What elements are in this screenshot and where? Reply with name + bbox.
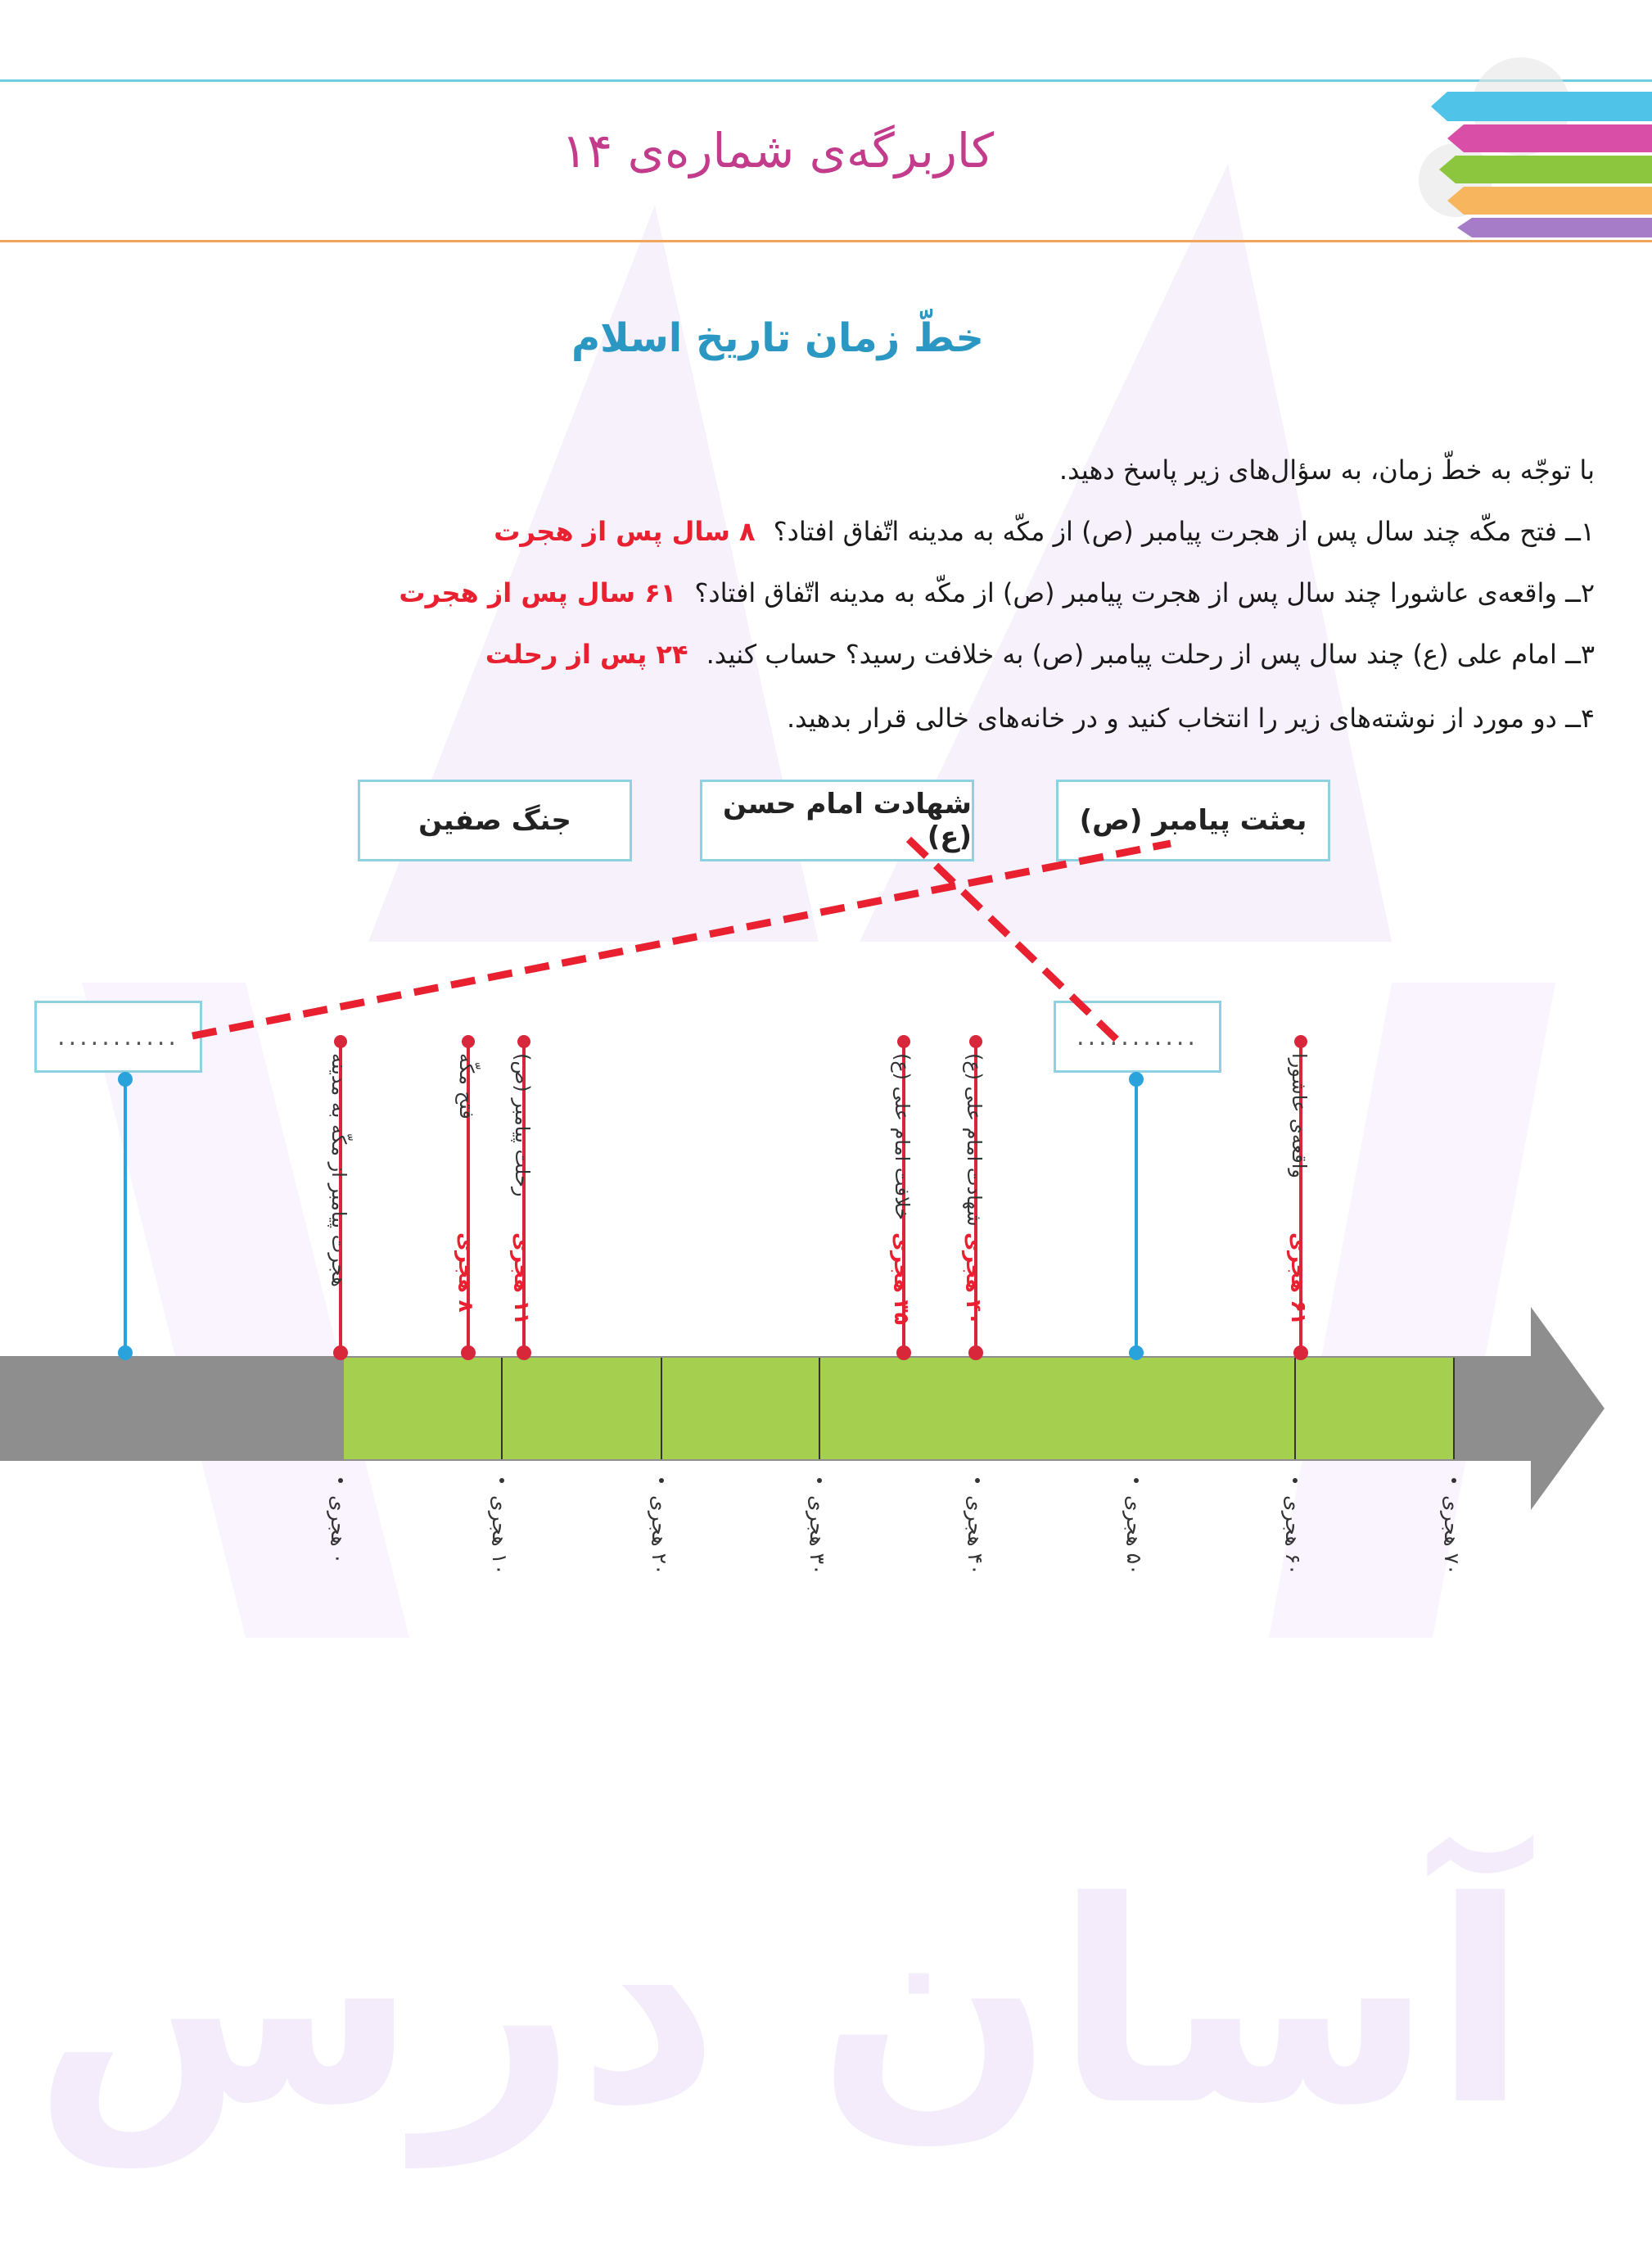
question-2 — [399, 577, 1595, 618]
timeline-green-bar — [344, 1358, 1454, 1459]
question-4-text: ۴ــ دو مورد از نوشته‌های زیر را انتخاب کنید و در خانه‌های خالی قرار بدهید. — [786, 703, 1595, 734]
watermark: آسان درس — [33, 1842, 1528, 2167]
tick-dots — [338, 1478, 1456, 1483]
event-label-ashura: واقعه‌ی عاشورا — [1288, 1053, 1311, 1178]
tick-label-50: ۵۰ هجری — [1122, 1495, 1146, 1576]
tick-label-20: ۲۰ هجری — [648, 1495, 671, 1576]
option-card-seffin: جنگ صفین — [358, 780, 632, 861]
tick-label-10: ۱۰ هجری — [488, 1495, 512, 1576]
intro-text: با توجّه به خطّ زمان، به سؤال‌های زیر پاسخ دهید. — [1058, 454, 1595, 486]
answer-connectors — [0, 802, 1652, 1212]
section-title: خطّ زمان تاریخ اسلام — [571, 315, 985, 361]
question-1-answer: ۸ سال پس از هجرت — [494, 516, 756, 547]
event-label-hijra: هجرت پیامبر از مکّه به مدینه — [327, 1053, 350, 1287]
page-title: کاربرگه‌ی شماره‌ی ۱۴ — [561, 123, 995, 179]
blank-slot-right: ........... — [1054, 1001, 1221, 1073]
option-card-hasan: شهادت امام حسن (ع) — [700, 780, 974, 861]
event-year-fath: ۸ هجری — [454, 1232, 478, 1313]
question-3-answer: ۲۴ پس از رحلت — [485, 639, 688, 670]
event-label-fath: فتح مکّه — [455, 1053, 478, 1119]
event-year-ashura: ۶۱ هجری — [1287, 1232, 1311, 1326]
event-label-rehlat: رحلت پیامبر (ص) — [511, 1053, 534, 1197]
header-ribbons — [1382, 49, 1652, 237]
question-4 — [787, 703, 1595, 744]
question-3 — [485, 639, 1595, 680]
tick-label-30: ۳۰ هجری — [806, 1495, 829, 1576]
tick-label-70: ۷۰ هجری — [1440, 1495, 1464, 1576]
option-card-besat: بعثت پیامبر (ص) — [1056, 780, 1330, 861]
tick-label-0: ۰ هجری — [327, 1495, 350, 1565]
event-year-rehlat: ۱۱ هجری — [510, 1232, 534, 1326]
question-2-answer: ۶۱ سال پس از هجرت — [399, 577, 677, 608]
tick-label-40: ۴۰ هجری — [964, 1495, 987, 1576]
event-label-khelafat: خلافت امام علی (ع) — [891, 1053, 914, 1221]
event-year-shahadat: ۴۰ هجری — [962, 1232, 986, 1326]
header-bottom-rule — [0, 240, 1652, 242]
event-year-khelafat: ۳۵ هجری — [890, 1232, 914, 1326]
question-1 — [494, 516, 1595, 557]
tick-label-60: ۶۰ هجری — [1281, 1495, 1305, 1576]
question-2-text: ۲ــ واقعه‌ی عاشورا چند سال پس از هجرت پیامبر (ص) از مکّه به مدینه اتّفاق افتاد؟ — [694, 577, 1595, 608]
question-1-text: ۱ــ فتح مکّه چند سال پس از هجرت پیامبر (ص) از مکّه به مدینه اتّفاق افتاد؟ — [773, 516, 1595, 547]
question-3-text: ۳ــ امام علی (ع) چند سال پس از رحلت پیامبر (ص) به خلافت رسید؟ حساب کنید. — [706, 639, 1595, 670]
event-label-shahadat: شهادت امام علی (ع) — [963, 1053, 986, 1227]
blank-slot-left: ........... — [34, 1001, 202, 1073]
timeline-arrow-head — [1531, 1307, 1605, 1510]
